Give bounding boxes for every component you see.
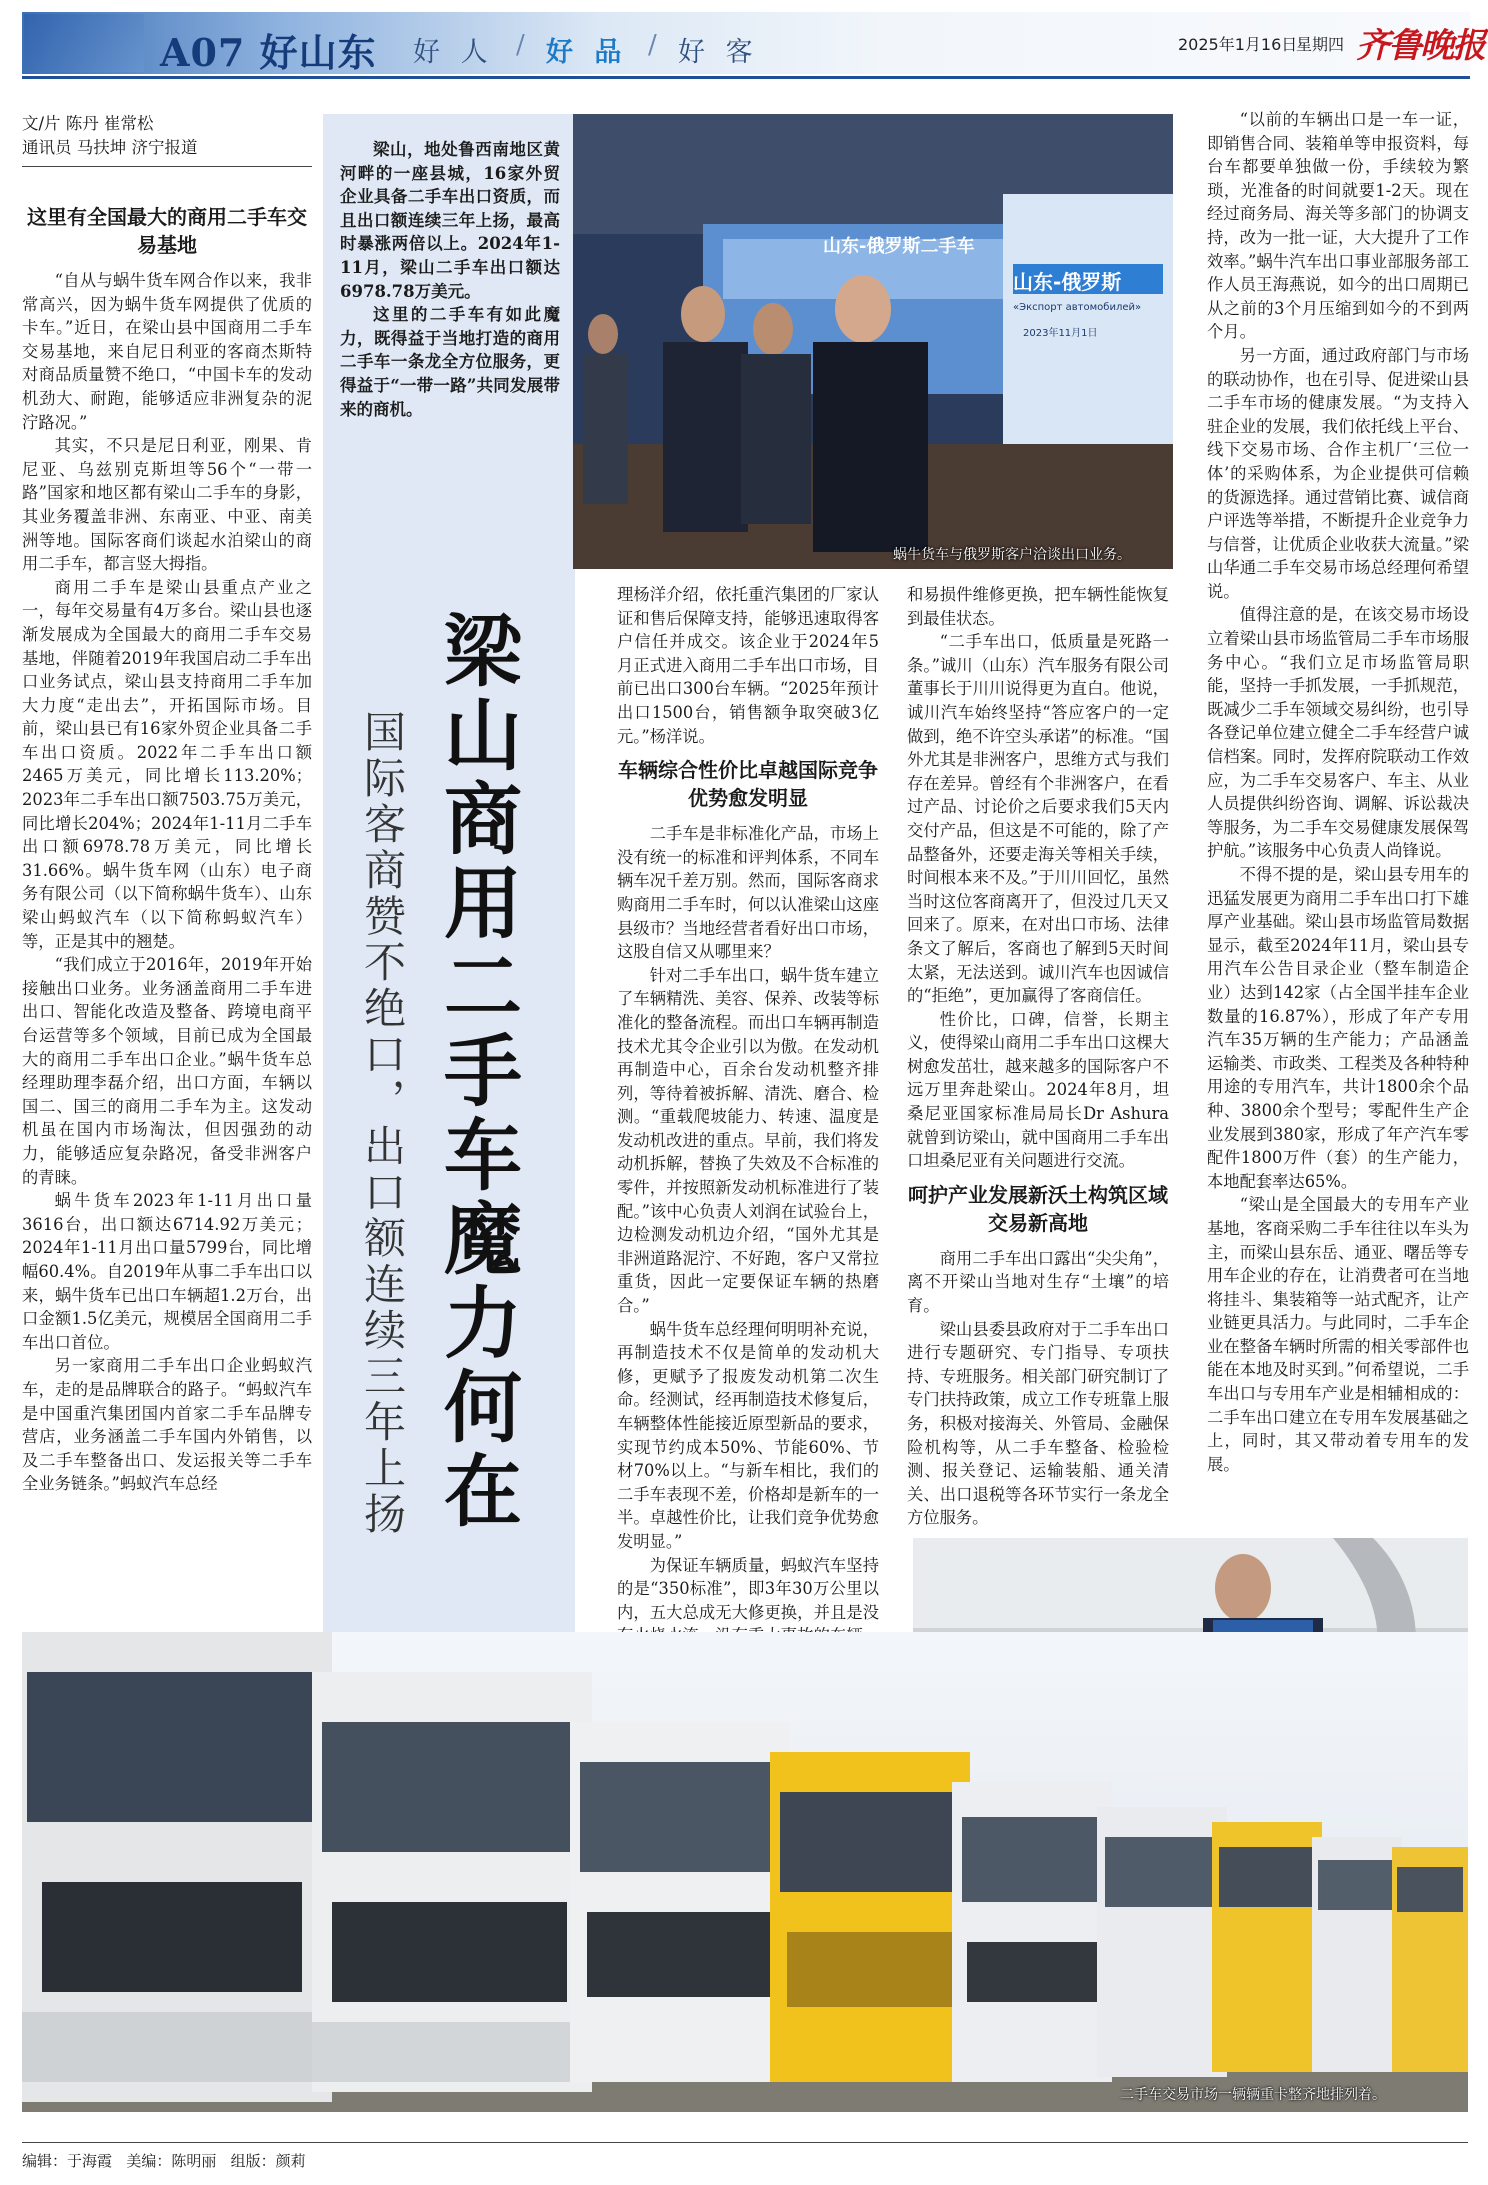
footer-editor: 编辑：于海霞 [22, 2152, 113, 2170]
header-rule [22, 76, 1470, 79]
meeting-scene [573, 114, 1173, 569]
subheading-1: 这里有全国最大的商用二手车交易基地 [27, 205, 307, 257]
paragraph: 蜗牛货车2023年1-11月出口量3616台，出口额达6714.92万美元；2024年1-11月出口量5799台，同比增幅60.4%。自2019年从事二手车出口以来，蜗牛货车已出口车辆超1.2万台，出口金额1.5亿美元，规模居全国商用二手车出口首位。 [22, 1191, 312, 1352]
paragraph: 性价比，口碑，信誉，长期主义，使得梁山商用二手车出口这棵大树愈发茁壮，越来越多的国际客户不远万里奔赴梁山。2024年8月，坦桑尼亚国家标准局局长Dr Ashura就曾到访梁山，就中国商用二手车出口坦桑尼亚有关问题进行交流。 [907, 1009, 1169, 1171]
paragraph: “自从与蜗牛货车网合作以来，我非常高兴，因为蜗牛货车网提供了优质的卡车。”近日，在梁山县中国商用二手车交易基地，来自尼日利亚的客商杰斯特对商品质量赞不绝口，“中国卡车的发动机劲大、耐跑，能够适应非洲复杂的泥泞路况。” [22, 271, 312, 432]
meeting-photo-caption: 蜗牛货车与俄罗斯客户洽谈出口业务。 [893, 547, 1131, 563]
subheading-3: 呵护产业发展新沃土构筑区域交易新高地 [908, 1182, 1168, 1235]
banner-text: 山东-俄罗斯二手车 [823, 236, 975, 257]
byline-correspondents: 通讯员 马扶坤 济宁报道 [22, 138, 198, 157]
banner-text-2: 山东-俄罗斯 [1013, 270, 1122, 294]
column-5 [1207, 108, 1469, 1476]
paragraph: “我们成立于2016年，2019年开始接触出口业务。业务涵盖商用二手车进出口、智能化改造及整备、跨境电商平台运营等多个领域，目前已成为全国最大的商用二手车出口企业。”蜗牛货车总经理助理李磊介绍，出口方面，车辆以国二、国三的商用二手车为主。这发动机虽在国内市场淘汰，但因强劲的动力，能够适应复杂路况，备受非洲客户的青睐。 [22, 955, 312, 1187]
paragraph: 针对二手车出口，蜗牛货车建立了车辆精洗、美容、保养、改装等标准化的整备流程。而出口车辆再制造技术尤其令企业引以为傲。在发动机再制造中心，百余台发动机整齐排列，等待着被拆解、清洗、磨合、检测。“重载爬坡能力、转速、温度是发动机改进的重点。早前，我们将发动机拆解，替换了失效及不合标准的零件，并按照新发动机标准进行了装配。”该中心负责人刘润在试验台上，边检测发动机边介绍，“国外尤其是非洲道路泥泞、不好跑，客户又常拉重货，因此一定要保证车辆的热磨合。” [617, 965, 879, 1316]
lead-paragraph: 这里的二手车有如此魔力，既得益于当地打造的商用二手车一条龙全方位服务，更得益于“一带一路”共同发展带来的商机。 [340, 305, 560, 419]
tab-haopin-active[interactable]: 好 品 [546, 37, 628, 68]
paragraph: “二手车出口，低质量是死路一条。”诚川（山东）汽车服务有限公司董事长于川川说得更为直白。他说，诚川汽车始终坚持“答应客户的一定做到，绝不许空头承诺”的标准。“国外尤其是非洲客户，思维方式与我们存在差异。曾经有个非洲客户，在看过产品、讨论价之后要求我们5天内交付产品，但这是不可能的，除了产品整备外，还要走海关等相关手续，时间根本来不及。”于川川回忆，虽然当时这位客商离开了，但没过几天又回来了。原来，在对出口市场、法律条文了解后，客商也了解到5天时间太紧，无法送到。诚川汽车也因诚信的“拒绝”，更加赢得了客商信任。 [907, 632, 1169, 1006]
banner-small-text: «Экспорт автомобилей» [1013, 302, 1142, 313]
paragraph: 理杨洋介绍，依托重汽集团的厂家认证和售后保障支持，能够迅速取得客户信任并成交。该企业于2024年5月正式进入商用二手车出口市场，目前已出口300台车辆。“2025年预计出口1500台，销售额争取突破3亿元。”杨洋说。 [617, 585, 879, 746]
page-number-and-section: A07 好山东 [160, 30, 377, 75]
paragraph: “梁山是全国最大的专用车产业基地，客商采购二手车往往以车头为主，而梁山县东岳、通亚、曙岳等专用车企业的存在，让消费者可在当地将挂斗、集装箱等一站式配齐，让产业链更具活力。与此同时，二手车企业在整备车辆时所需的相关零部件也能在本地及时买到。”何希望说，二手车出口与专用车产业是相辅相成的：二手车出口建立在专用车发展基础之上，同时，其又带动着专用车的发展。 [1207, 1195, 1469, 1474]
paragraph: “以前的车辆出口是一车一证，即销售合同、装箱单等申报资料，每台车都要单独做一份，手续较为繁琐，光准备的时间就要1-2天。现在经过商务局、海关等多部门的协调支持，改为一批一证，大大提升了工作效率。”蜗牛汽车出口事业部服务部工作人员王海燕说，如今的出口周期已从之前的3个月压缩到如今的不到两个月。 [1207, 110, 1469, 342]
trucks-scene [22, 1632, 1468, 2112]
paragraph: 蜗牛货车总经理何明明补充说，再制造技术不仅是简单的发动机大修，更赋予了报废发动机第二次生命。经测试，经再制造技术修复后，车辆整体性能接近原型新品的要求，实现节约成本50%、节能60%、节材70%以上。“与新车相比，我们的二手车表现不差，价格却是新车的一半。卓越性价比，让我们竞争优势愈发明显。” [617, 1319, 879, 1551]
column-3 [617, 583, 879, 1719]
paragraph: 其实，不只是尼日利亚，刚果、肯尼亚、乌兹别克斯坦等56个“一带一路”国家和地区都有梁山二手车的身影，其业务覆盖非洲、东南亚、中亚、南美洲等地。国际客商们谈起水泊梁山的商用二手车，都言竖大拇指。 [22, 436, 312, 574]
footer-credits [22, 2150, 306, 2171]
paragraph: 不得不提的是，梁山县专用车的迅猛发展更为商用二手车出口打下雄厚产业基础。梁山县市场监管局数据显示，截至2024年11月，梁山县专用汽车公告目录企业（整车制造企业）达到142家（占全国半挂车企业数量的16.87%），形成了年产专用汽车35万辆的生产能力；产品涵盖运输类、市政类、工程类及各种特种用途的专用汽车，共计1800余个品种、3800余个型号；零配件生产企业发展到380家，形成了年产汽车零配件1800万件（套）的生产能力，本地配套率达65%。 [1207, 865, 1469, 1191]
byline-authors: 文/片 陈丹 崔常松 [22, 114, 154, 133]
divider [22, 166, 312, 167]
paragraph: 二手车是非标准化产品，市场上没有统一的标准和评判体系，不同车辆车况千差万别。然而，国际客商求购商用二手车时，何以认准梁山这座县级市？当地经营者看好出口市场，这股自信又从哪里来？ [617, 824, 879, 962]
lead-paragraphs [340, 138, 560, 421]
trucks-photo-caption: 二手车交易市场一辆辆重卡整齐地排列着。 [1120, 2087, 1386, 2103]
publication-date: 2025年1月16日 [1178, 35, 1298, 54]
byline [22, 112, 312, 160]
paragraph: 梁山县委县政府对于二手车出口进行专题研究、专门指导、专项扶持、专班服务。相关部门研究制订了专门扶持政策，成立工作专班靠上服务，积极对接海关、外管局、金融保险机构等，从二手车整备、检验检测、报关登记、运输装船、通关清关、出口退税等各环节实行一条龙全方位服务。 [907, 1319, 1169, 1528]
banner-date: 2023年11月1日 [1023, 328, 1098, 339]
subheading-2: 车辆综合性价比卓越国际竞争优势愈发明显 [618, 758, 878, 811]
sub-headline: 国际客商赞不绝口，出口额连续三年上扬 [358, 710, 407, 1538]
main-headline: 梁山商用二手车魔力何在 [431, 610, 522, 1534]
footer-proofreader: 组版：颜莉 [230, 2152, 306, 2170]
lead-paragraph: 梁山，地处鲁西南地区黄河畔的一座县城，16家外贸企业具备二手车出口资质，而且出口额连续三年上扬，最高时暴涨两倍以上。2024年1-11月，梁山二手车出口额达6978.78万美元。 [340, 140, 560, 301]
paragraph: 另一家商用二手车出口企业蚂蚁汽车，走的是品牌联合的路子。“蚂蚁汽车是中国重汽集团国内首家二手车品牌专营店，业务涵盖二手车国内外销售，以及二手车整备出口、发运报关等二手车全业务链条。”蚂蚁汽车总经 [22, 1356, 312, 1494]
paragraph: 和易损件维修更换，把车辆性能恢复到最佳状态。 [907, 585, 1169, 628]
newspaper-logo: 齐鲁晚报 [1356, 26, 1484, 66]
publication-weekday: 星期四 [1296, 35, 1345, 54]
paragraph: 值得注意的是，在该交易市场设立着梁山县市场监管局二手车市场服务中心。“我们立足市场监管局职能，坚持一手抓发展，一手抓规范，既减少二手车领域交易纠纷，也引导各登记单位建立健全二手车经营户诚信档案。同时，发挥府院联动工作效应，为二手车交易客户、车主、从业人员提供纠纷咨询、调解、诉讼裁决等服务，为二手车交易健康发展保驾护航。”该服务中心负责人尚锋说。 [1207, 605, 1469, 861]
paragraph: 商用二手车是梁山县重点产业之一，每年交易量有4万多台。梁山县也逐渐发展成为全国最大的商用二手车交易基地，伴随着2019年我国启动二手车出口业务试点，梁山县支持商用二手车加大力度“走出去”，开拓国际市场。目前，梁山县已有16家外贸企业具备二手车出口资质。2022年二手车出口额2465万美元，同比增长113.20%；2023年二手车出口额7503.75万美元，同比增长204%；2024年1-11月二手车出口额6978.78万美元，同比增长31.66%。蜗牛货车网（山东）电子商务有限公司（以下简称蜗牛货车）、山东梁山蚂蚁汽车（以下简称蚂蚁汽车）等，正是其中的翘楚。 [22, 577, 312, 951]
tab-haoke[interactable]: 好 客 [678, 37, 759, 68]
column-4 [907, 583, 1169, 1530]
column-1 [22, 195, 312, 1496]
trucks-photo [22, 1632, 1468, 2112]
meeting-photo [573, 114, 1173, 569]
paragraph: 另一方面，通过政府部门与市场的联动协作，也在引导、促进梁山县二手车市场的健康发展。“为支持入驻企业的发展，我们依托线上平台、线下交易市场、合作主机厂‘三位一体’的采购体系，为企业提供可信赖的货源选择。通过营销比赛、诚信商户评选等举措，不断提升企业竞争力与信誉，让优质企业收获大流量。”梁山华通二手车交易市场总经理何希望说。 [1207, 345, 1469, 601]
tab-separator: / [516, 30, 525, 60]
header-decoration [24, 14, 144, 72]
footer-rule [22, 2142, 1468, 2143]
tab-haoren[interactable]: 好 人 [413, 37, 494, 68]
footer-designer: 美编：陈明丽 [126, 2152, 217, 2170]
tab-separator: / [648, 30, 657, 60]
paragraph: 为保证车辆质量，蚂蚁汽车坚持的是“350标准”，即3年30万公里以内，五大总成无大修更换，并且是没 [617, 1555, 879, 1622]
paragraph: 商用二手车出口露出“尖尖角”，离不开梁山当地对生存“土壤”的培育。 [907, 1248, 1169, 1316]
